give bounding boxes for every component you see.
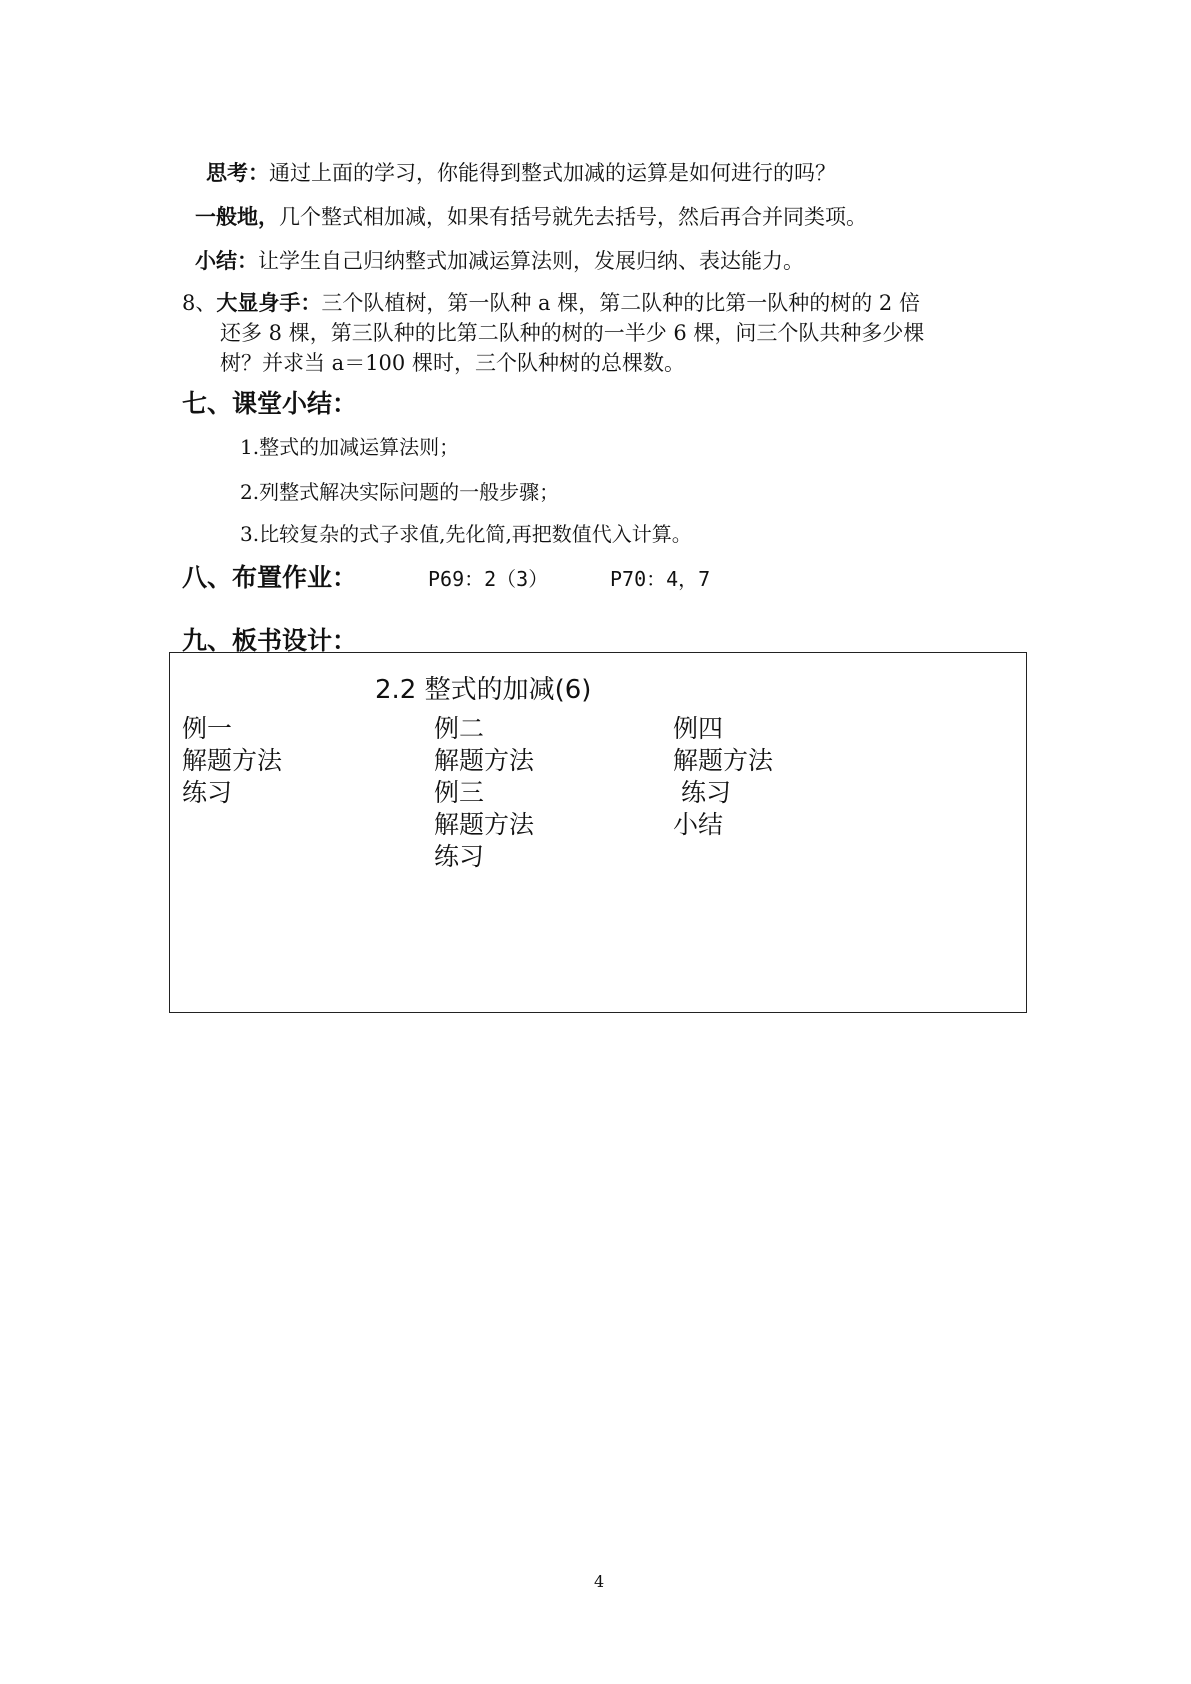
homework-item-1: P69：2（3） (428, 567, 549, 591)
board-column-2 (434, 713, 534, 873)
section-7-item-3: 3.比较复杂的式子求值,先化简,再把数值代入计算。 (240, 522, 692, 546)
page-number: 4 (594, 1572, 605, 1591)
problem-8-line-3: 树？并求当 a＝100 棵时，三个队种树的总棵数。 (220, 351, 685, 375)
board-col2-item: 解题方法 (434, 746, 535, 775)
board-col2-item: 例二 (434, 714, 485, 743)
board-column-3 (673, 713, 773, 841)
general-text: 几个整式相加减，如果有括号就先去括号，然后再合并同类项。 (279, 205, 867, 229)
board-col2-item: 解题方法 (434, 810, 535, 839)
board-col2-item: 例三 (434, 778, 485, 807)
problem-8-label: 大显身手： (216, 290, 322, 315)
board-col3-item: 练习 (673, 778, 731, 807)
think-label: 思考： (206, 160, 269, 185)
board-col1-item: 解题方法 (182, 746, 283, 775)
homework-item-2: P70：4，7 (610, 567, 711, 591)
think-paragraph (206, 158, 836, 188)
problem-8-line-2: 还多 8 棵，第三队种的比第二队种的树的一半少 6 棵，问三个队共种多少棵 (220, 321, 925, 345)
think-text: 通过上面的学习，你能得到整式加减的运算是如何进行的吗？ (269, 161, 836, 185)
section-7-heading: 七、课堂小结： (182, 389, 358, 418)
board-col3-item: 例四 (673, 714, 724, 743)
problem-8-text-1: 三个队植树，第一队种 a 棵，第二队种的比第一队种的树的 2 倍 (321, 291, 920, 315)
board-title: 2.2 整式的加减(6) (375, 675, 592, 705)
general-rule-paragraph (195, 202, 867, 232)
section-7-item-2: 2.列整式解决实际问题的一般步骤； (240, 480, 560, 504)
board-col3-item: 小结 (673, 810, 724, 839)
section-8-heading: 八、布置作业： (182, 563, 358, 592)
summary-note-label: 小结： (195, 248, 258, 273)
board-column-1 (182, 713, 282, 809)
section-7-item-1: 1.整式的加减运算法则； (240, 435, 460, 459)
section-9-heading: 九、板书设计： (182, 626, 358, 655)
board-col3-item: 解题方法 (673, 746, 774, 775)
board-col2-item: 练习 (434, 842, 485, 871)
board-col1-item: 例一 (182, 714, 233, 743)
board-design-box (169, 652, 1027, 1013)
summary-note-paragraph (195, 246, 804, 276)
board-col1-item: 练习 (182, 778, 233, 807)
problem-8-line-1 (182, 288, 920, 318)
summary-note-text: 让学生自己归纳整式加减运算法则，发展归纳、表达能力。 (258, 249, 804, 273)
problem-8-number: 8、 (182, 291, 217, 315)
general-label: 一般地， (195, 204, 279, 229)
